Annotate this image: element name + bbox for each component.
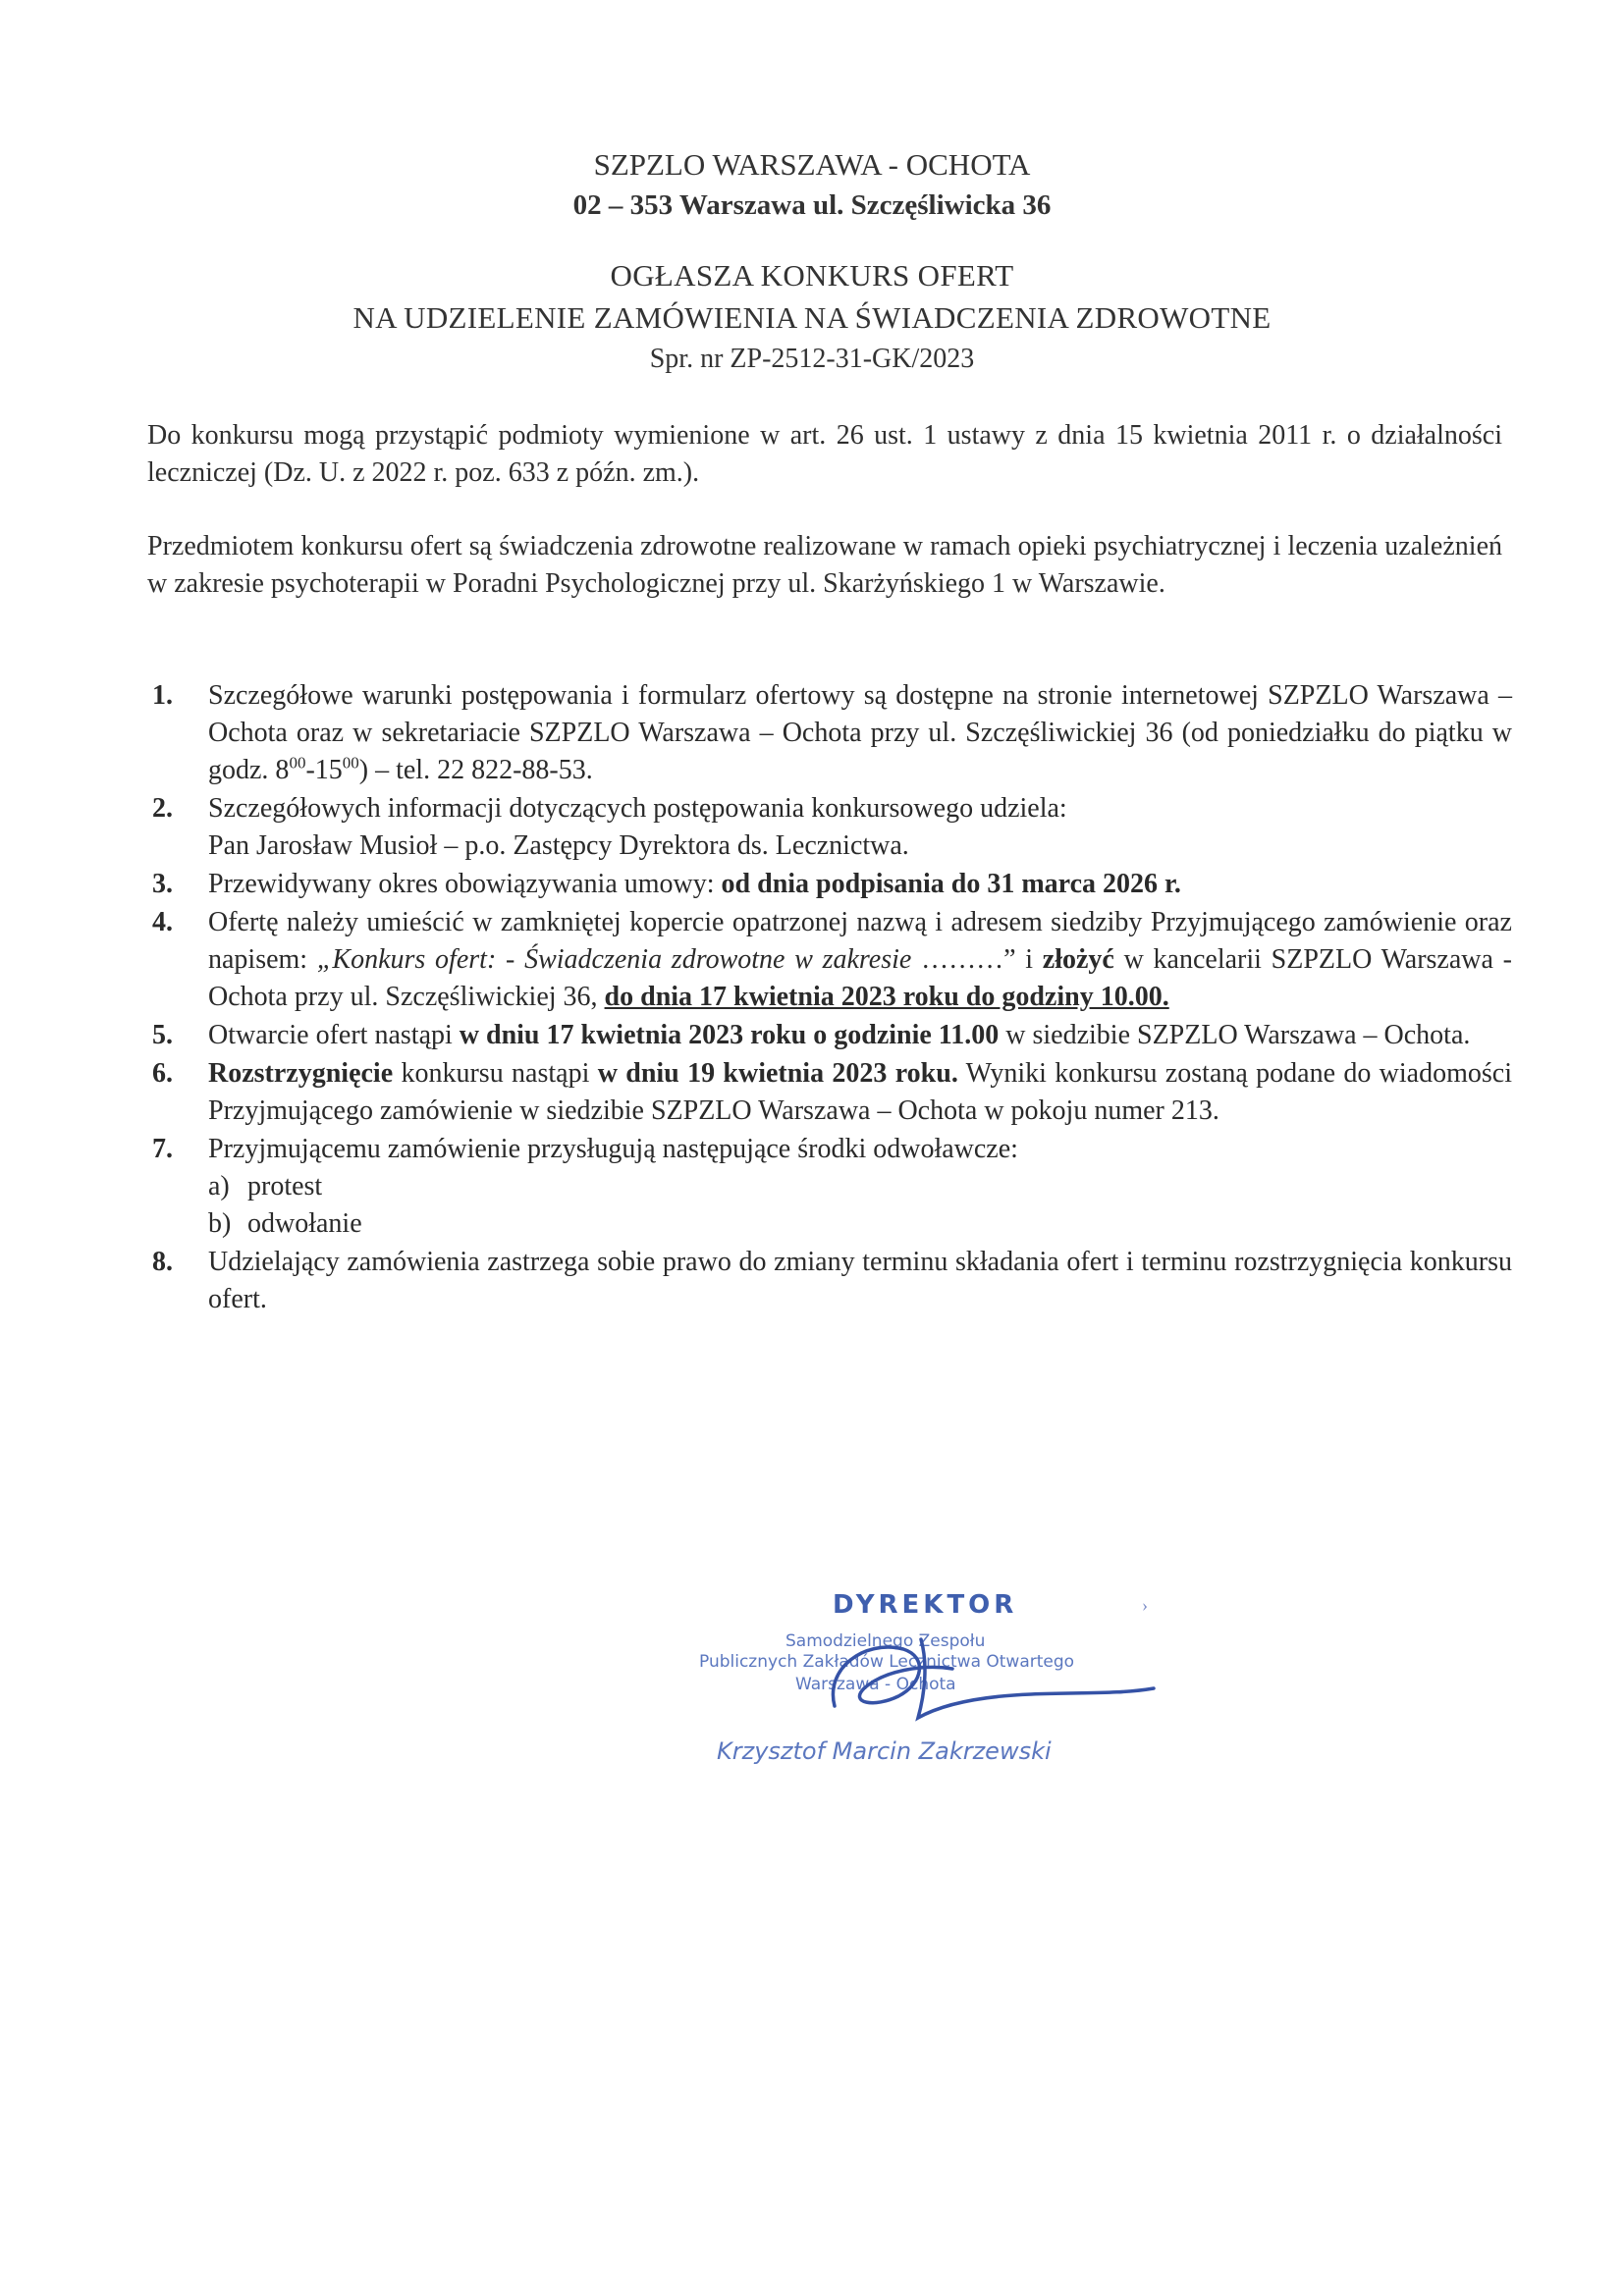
- item-number: 5.: [152, 1020, 173, 1050]
- item-text: Szczegółowe warunki postępowania i formularz ofertowy są dostępne na stronie internetowej SZPZLO Warszawa – Ochota oraz w sekretariacie SZPZLO Warszawa – Ochota przy ul. Szczęśliwickiej 36 (od poniedziałku do piątku w godz. 8: [208, 680, 1512, 785]
- item-text: Otwarcie ofert nastąpi: [208, 1020, 460, 1050]
- handwritten-signature: [756, 1610, 1168, 1737]
- opening-date: w dniu 17 kwietnia 2023 roku o godzinie 11.00: [459, 1020, 1000, 1050]
- item-text: w kancelarii SZPZLO Warszawa - Ochota przy ul. Szczęśliwickiej 36,: [208, 944, 1512, 1012]
- stamp-line: Warszawa - Ochota: [795, 1675, 956, 1694]
- conditions-list: [152, 677, 1512, 1319]
- item-text: konkursu nastąpi: [393, 1058, 598, 1089]
- resolution-date: w dniu 19 kwietnia 2023 roku.: [597, 1058, 958, 1089]
- item-text-bold: Rozstrzygnięcie: [208, 1058, 394, 1089]
- list-item: [152, 1131, 1512, 1243]
- item-text-bold: złożyć: [1042, 944, 1114, 975]
- item-number: 4.: [152, 907, 173, 937]
- list-item: [152, 866, 1512, 903]
- remedies-list: [208, 1168, 1512, 1243]
- item-number: 1.: [152, 680, 173, 711]
- item-text: Wyniki konkursu zostaną podane do wiadomości Przyjmującego zamówienie w siedzibie SZPZLO Warszawa – Ochota w pokoju numer 213.: [208, 1058, 1512, 1126]
- item-number: 6.: [152, 1058, 173, 1089]
- item-text: w siedzibie SZPZLO Warszawa – Ochota.: [999, 1020, 1471, 1050]
- decorative-mark: ›: [1142, 1595, 1148, 1615]
- stamp-title: DYREKTOR: [833, 1590, 1018, 1620]
- organization-name: SZPZLO WARSZAWA - OCHOTA: [593, 147, 1031, 182]
- list-item: [152, 1244, 1512, 1318]
- item-text: ………” i: [911, 944, 1043, 975]
- eligibility-paragraph: Do konkursu mogą przystąpić podmioty wymienione w art. 26 ust. 1 ustawy z dnia 15 kwietnia 2011 r. o działalności leczniczej (Dz. U. z 2022 r. poz. 633 z późn. zm.).: [147, 420, 1502, 488]
- subject-paragraph: Przedmiotem konkursu ofert są świadczenia zdrowotne realizowane w ramach opieki psychiatrycznej i leczenia uzależnień w zakresie psychoterapii w Poradni Psychologicznej przy ul. Skarżyńskiego 1 w Warszawie.: [147, 531, 1502, 599]
- item-number: 8.: [152, 1247, 173, 1277]
- director-name: Krzysztof Marcin Zakrzewski: [717, 1737, 1052, 1765]
- remedy-letter: b): [208, 1208, 232, 1239]
- item-text: Przyjmującemu zamówienie przysługują następujące środki odwoławcze:: [208, 1134, 1018, 1164]
- stamp-line: Samodzielnego Zespołu: [785, 1631, 986, 1651]
- list-item: [152, 904, 1512, 1016]
- item-number: 7.: [152, 1134, 173, 1164]
- remedy-text: odwołanie: [247, 1208, 362, 1239]
- list-item: [152, 677, 1512, 789]
- item-text: Przewidywany okres obowiązywania umowy:: [208, 869, 722, 899]
- organization-address: 02 – 353 Warszawa ul. Szczęśliwicka 36: [572, 189, 1052, 221]
- item-text: ) – tel. 22 822-88-53.: [358, 755, 593, 785]
- case-reference: Spr. nr ZP-2512-31-GK/2023: [649, 344, 975, 374]
- item-text: Udzielający zamówienia zastrzega sobie prawo do zmiany terminu składania ofert i terminu rozstrzygnięcia konkursu ofert.: [208, 1247, 1512, 1314]
- envelope-label: „Konkurs ofert: - Świadczenia zdrowotne w zakresie: [316, 944, 912, 975]
- hour-superscript: 00: [289, 753, 306, 773]
- announcement-subtitle: NA UDZIELENIE ZAMÓWIENIA NA ŚWIADCZENIA ZDROWOTNE: [352, 300, 1272, 335]
- item-text: -15: [305, 755, 343, 785]
- item-text: Szczegółowych informacji dotyczących postępowania konkursowego udziela:: [208, 793, 1067, 824]
- item-number: 2.: [152, 793, 173, 824]
- item-number: 3.: [152, 869, 173, 899]
- remedy-letter: a): [208, 1171, 230, 1201]
- remedy-item: [208, 1205, 1512, 1243]
- contract-period: od dnia podpisania do 31 marca 2026 r.: [721, 869, 1181, 899]
- list-item: [152, 790, 1512, 865]
- item-text: Ofertę należy umieścić w zamkniętej kopercie opatrzonej nazwą i adresem siedziby Przyjmującego zamówienie oraz napisem:: [208, 907, 1512, 975]
- stamp-line: Publicznych Zakładów Lecznictwa Otwartego: [699, 1652, 1075, 1672]
- submission-deadline: do dnia 17 kwietnia 2023 roku do godziny 10.00.: [604, 982, 1169, 1012]
- hour-superscript: 00: [342, 753, 359, 773]
- director-stamp: [677, 1571, 1188, 1816]
- contact-person: Pan Jarosław Musioł – p.o. Zastępcy Dyrektora ds. Lecznictwa.: [208, 830, 909, 861]
- remedy-item: [208, 1168, 1512, 1205]
- remedy-text: protest: [247, 1171, 323, 1201]
- list-item: [152, 1017, 1512, 1054]
- announcement-title: OGŁASZA KONKURS OFERT: [610, 258, 1014, 293]
- list-item: [152, 1055, 1512, 1130]
